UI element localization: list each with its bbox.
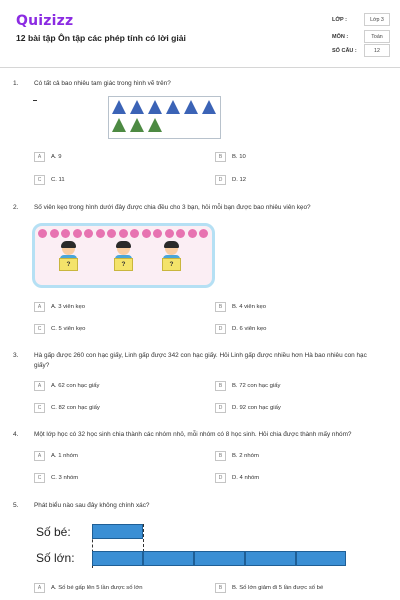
option-text: A. 3 viên kẹo	[51, 304, 86, 310]
worksheet-header	[0, 0, 400, 68]
option-text: B. 2 nhóm	[232, 453, 259, 459]
meta-subject-label: MÔN :	[332, 34, 349, 40]
candy	[130, 229, 139, 238]
option-letter: B	[215, 302, 226, 312]
small-number-bar	[92, 524, 143, 539]
option-text: D. 4 nhóm	[232, 475, 260, 481]
worksheet-title: 12 bài tập Ôn tập các phép tính có lời giải	[16, 33, 186, 43]
option-letter: A	[34, 152, 45, 162]
question-1-text: Có tất cả bao nhiêu tam giác trong hình vẽ trên?	[34, 80, 171, 87]
option-text: D. 6 viên kẹo	[232, 326, 267, 332]
option-text: C. 82 con hạc giấy	[51, 405, 100, 411]
option-text: B. 4 viên kẹo	[232, 304, 267, 310]
option-text: A. 62 con hạc giấy	[51, 383, 100, 389]
candy	[153, 229, 162, 238]
candy	[119, 229, 128, 238]
large-number-bar-segment	[194, 551, 245, 566]
option-letter: A	[34, 583, 45, 593]
option-text: D. 12	[232, 177, 247, 183]
candy	[199, 229, 208, 238]
large-number-bar-segment	[296, 551, 346, 566]
meta-grade-value: Lớp 3	[364, 13, 390, 26]
option-letter: B	[215, 451, 226, 461]
blue-triangle	[166, 100, 180, 114]
large-number-label: Số lớn:	[36, 551, 75, 565]
quizizz-logo[interactable]: Quizizz	[16, 13, 74, 29]
option-text: B. 10	[232, 154, 246, 160]
candy	[84, 229, 93, 238]
large-number-bar-segment	[143, 551, 194, 566]
option-letter: C	[34, 324, 45, 334]
question-4-number: 4.	[13, 431, 19, 438]
question-sign: ?	[59, 258, 78, 271]
question-2-number: 2.	[13, 204, 19, 211]
meta-question-count	[330, 44, 390, 58]
option-letter: C	[34, 175, 45, 185]
blue-triangle	[184, 100, 198, 114]
option-text: A. 9	[51, 154, 62, 160]
candy	[107, 229, 116, 238]
blue-triangle	[202, 100, 216, 114]
option-letter: C	[34, 473, 45, 483]
option-letter: B	[215, 583, 226, 593]
candy	[142, 229, 151, 238]
large-number-bar-segment	[92, 551, 143, 566]
question-1-note	[33, 100, 37, 101]
candy	[38, 229, 47, 238]
candy	[188, 229, 197, 238]
meta-subject	[330, 30, 390, 44]
option-letter: D	[215, 473, 226, 483]
blue-triangle	[130, 100, 144, 114]
question-4-text: Một lớp học có 32 học sinh chia thành các nhóm nhỏ, mỗi nhóm có 8 học sinh. Hỏi chia được thành mấy nhóm?	[34, 431, 352, 438]
large-number-bar-segment	[245, 551, 296, 566]
candies-figure	[32, 223, 215, 288]
small-number-label: Số bé:	[36, 525, 71, 539]
meta-question-count-label: SỐ CÂU :	[332, 48, 357, 54]
green-triangle	[112, 118, 126, 132]
option-letter: A	[34, 302, 45, 312]
option-text: B. Số lớn giảm đi 5 lần được số bé	[232, 585, 324, 591]
option-letter: A	[34, 451, 45, 461]
candy	[96, 229, 105, 238]
triangles-figure	[108, 96, 221, 139]
blue-triangle	[112, 100, 126, 114]
candy	[61, 229, 70, 238]
question-sign: ?	[162, 258, 181, 271]
guide-line-right	[143, 524, 144, 552]
candy	[176, 229, 185, 238]
option-letter: B	[215, 152, 226, 162]
green-triangle	[130, 118, 144, 132]
question-1-number: 1.	[13, 80, 19, 87]
meta-question-count-value: 12	[364, 44, 390, 57]
meta-grade-label: LỚP :	[332, 17, 347, 23]
question-3-text: Hà gấp được 260 con hạc giấy, Linh gấp được 342 con hạc giấy. Hỏi Linh gấp được nhiều hơn Hà bao nhiêu con hạc giấy?	[34, 352, 367, 369]
option-letter: D	[215, 324, 226, 334]
option-letter: D	[215, 403, 226, 413]
green-triangle	[148, 118, 162, 132]
option-text: C. 3 nhóm	[51, 475, 79, 481]
question-sign: ?	[114, 258, 133, 271]
question-3-number: 3.	[13, 352, 19, 359]
header-divider	[0, 67, 400, 68]
candy	[50, 229, 59, 238]
option-letter: D	[215, 175, 226, 185]
option-text: D. 92 con hạc giấy	[232, 405, 281, 411]
option-letter: C	[34, 403, 45, 413]
option-text: A. Số bé gấp lên 5 lần được số lớn	[51, 585, 143, 591]
meta-subject-value: Toán	[364, 30, 390, 43]
blue-triangle	[148, 100, 162, 114]
option-letter: B	[215, 381, 226, 391]
meta-grade	[330, 13, 390, 27]
option-text: C. 5 viên kẹo	[51, 326, 86, 332]
option-letter: A	[34, 381, 45, 391]
candy	[73, 229, 82, 238]
question-5-number: 5.	[13, 502, 19, 509]
option-text: A. 1 nhóm	[51, 453, 78, 459]
question-5-text: Phát biểu nào sau đây không chính xác?	[34, 502, 150, 509]
option-text: B. 72 con hạc giấy	[232, 383, 281, 389]
option-text: C. 11	[51, 177, 65, 183]
question-2-text: Số viên kẹo trong hình dưới đây được chia đều cho 3 bạn, hỏi mỗi bạn được bao nhiêu viên kẹo?	[34, 204, 311, 211]
candy	[165, 229, 174, 238]
